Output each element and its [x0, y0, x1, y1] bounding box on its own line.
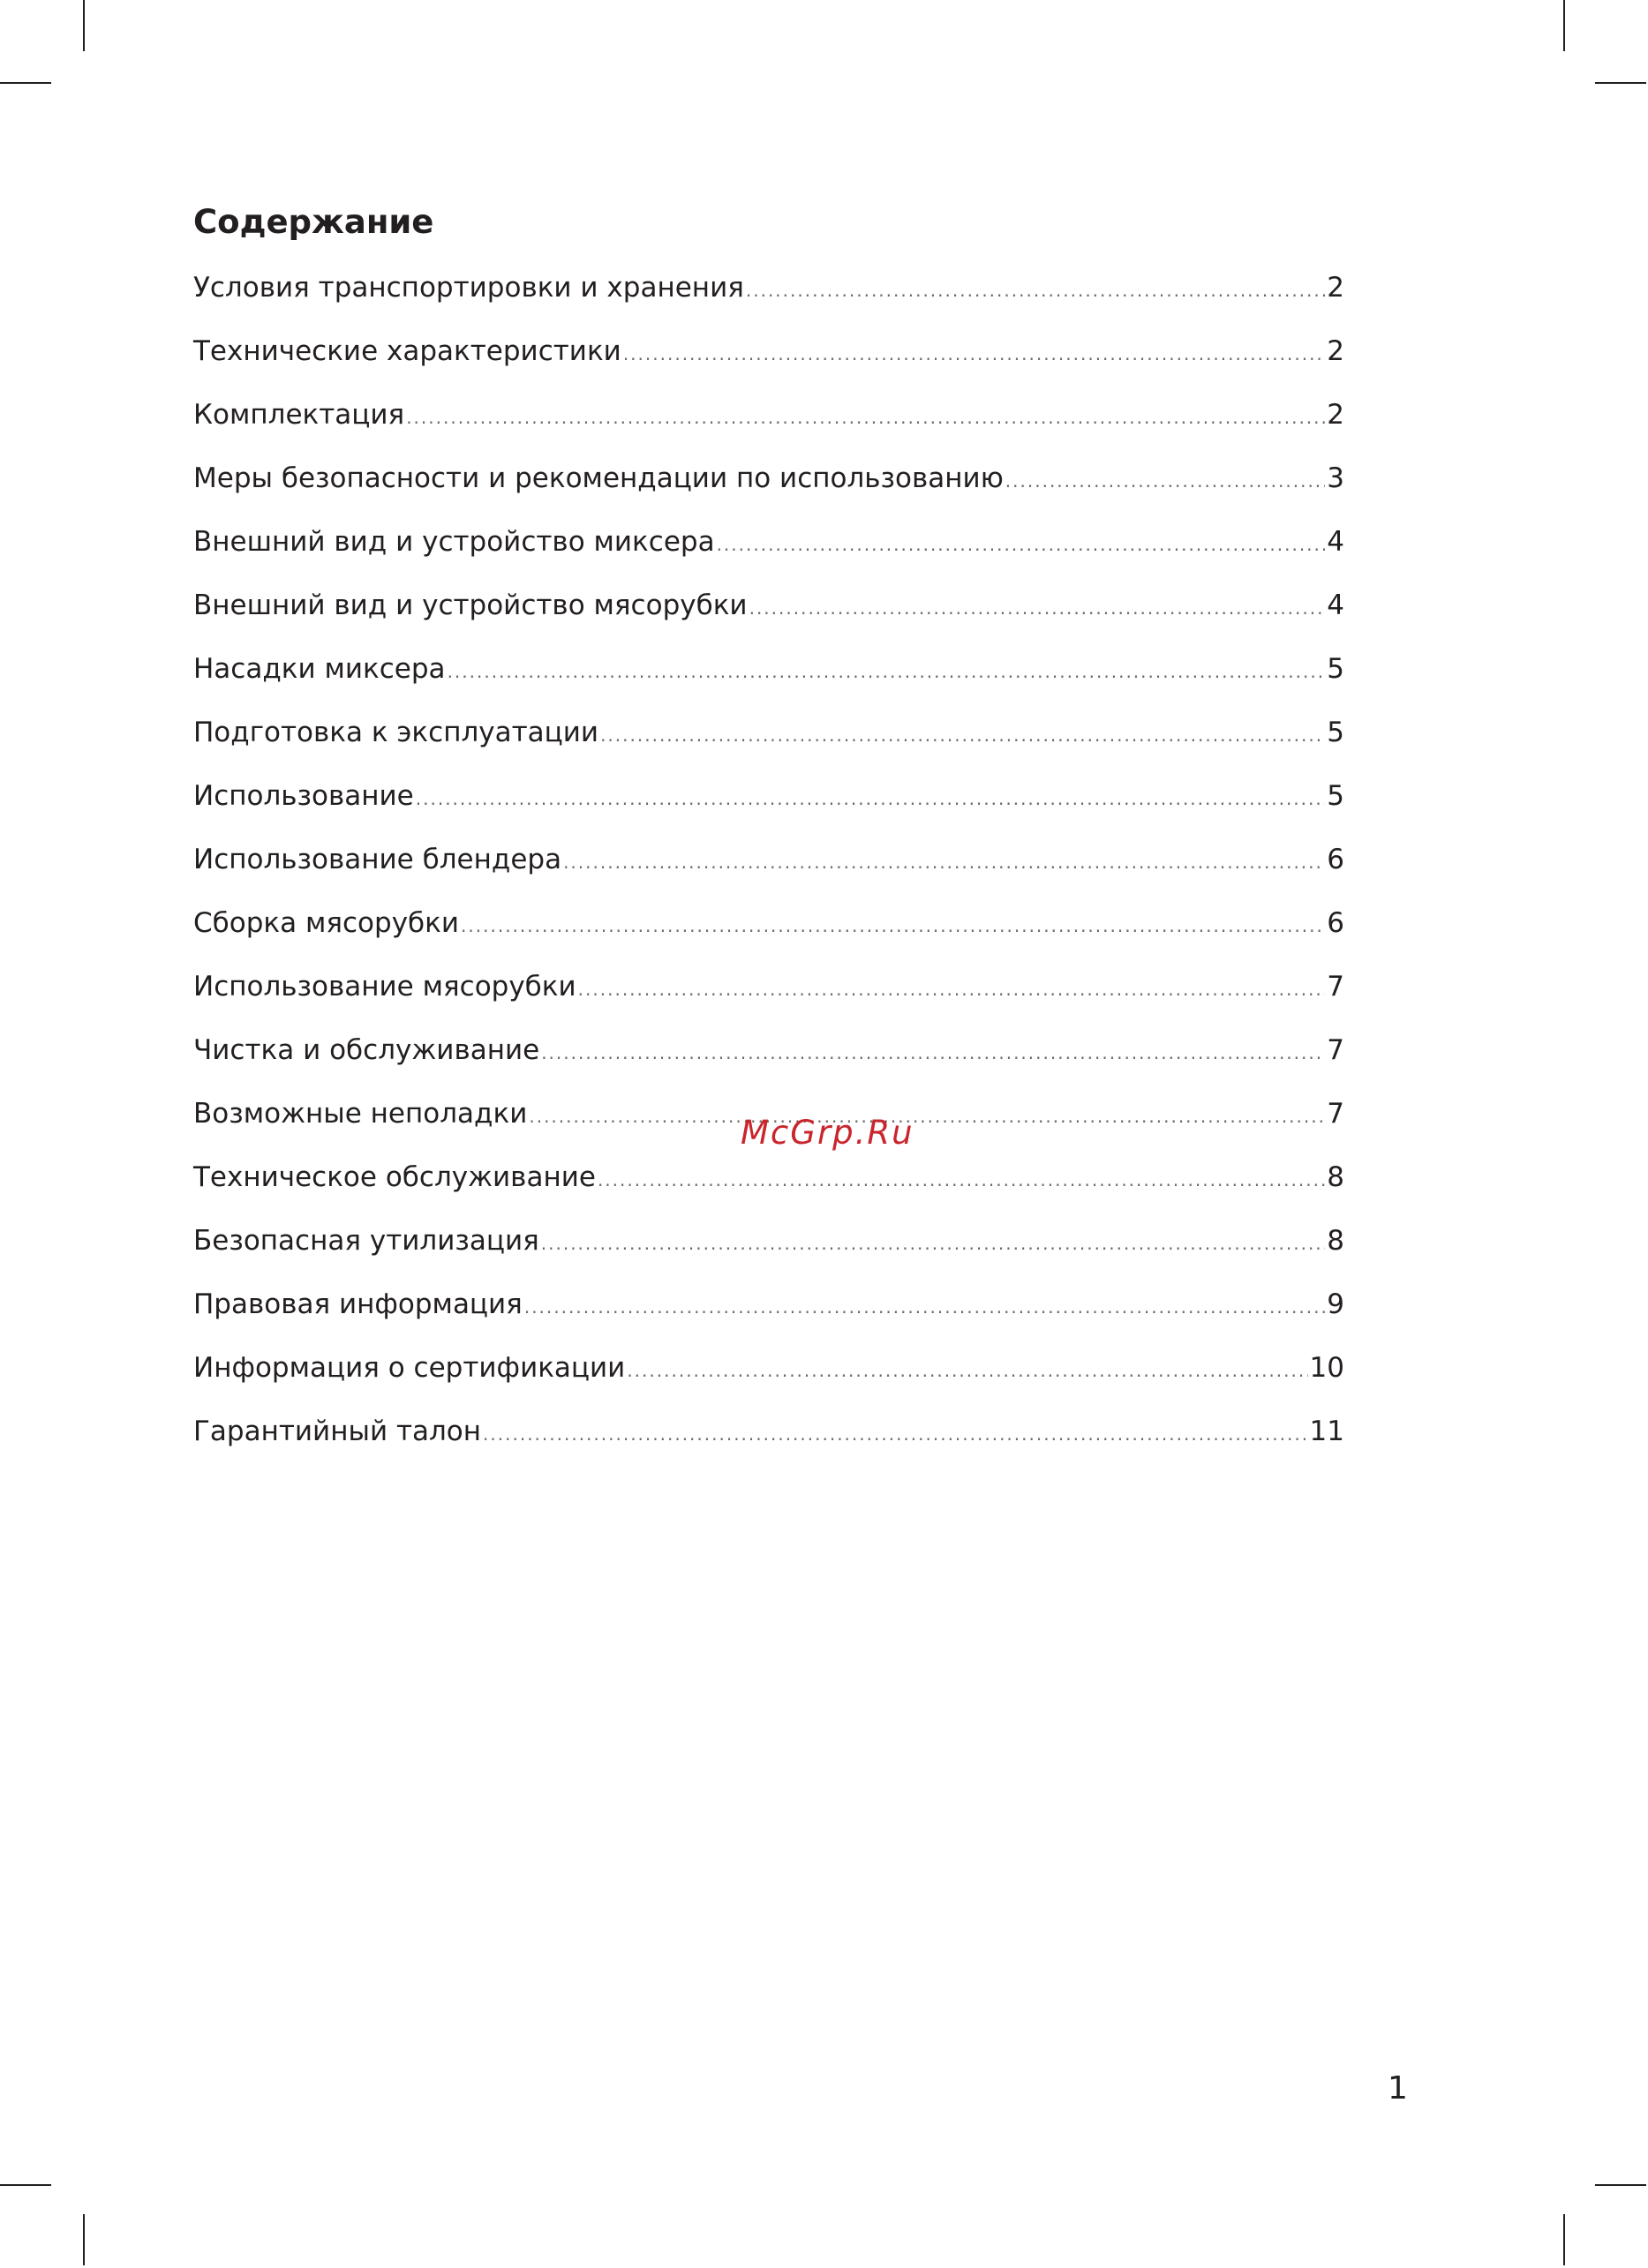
toc-entry-label: Использование блендера	[193, 844, 562, 875]
toc-entry-label: Использование мясорубки	[193, 971, 576, 1003]
toc-entry-label: Правовая информация	[193, 1288, 523, 1320]
toc-entry[interactable]	[193, 1409, 1344, 1473]
toc-entry-page-number: 9	[1327, 1288, 1344, 1320]
toc-dot-leader	[563, 840, 1325, 884]
toc-entry[interactable]	[193, 456, 1344, 520]
toc-entry-label: Комплектация	[193, 399, 405, 431]
toc-entry-page-number: 8	[1327, 1225, 1344, 1257]
toc-entry-label: Меры безопасности и рекомендации по использованию	[193, 462, 1004, 494]
toc-entry-label: Насадки миксера	[193, 653, 446, 685]
table-of-contents	[193, 266, 1344, 1473]
toc-entry-page-number: 3	[1327, 462, 1344, 494]
toc-dot-leader	[406, 395, 1325, 439]
toc-dot-leader	[598, 1158, 1325, 1202]
toc-dot-leader	[600, 713, 1325, 757]
toc-entry[interactable]	[193, 965, 1344, 1028]
toc-dot-leader	[717, 522, 1326, 567]
page-number: 1	[1388, 2070, 1408, 2107]
toc-entry[interactable]	[193, 583, 1344, 647]
toc-dot-leader	[461, 904, 1325, 948]
toc-entry-page-number: 6	[1327, 907, 1344, 939]
toc-entry[interactable]	[193, 1282, 1344, 1346]
toc-entry-page-number: 2	[1327, 399, 1344, 431]
crop-mark-bottom-right-horizontal	[1595, 2184, 1646, 2186]
toc-entry-label: Техническое обслуживание	[193, 1161, 596, 1193]
toc-entry[interactable]	[193, 710, 1344, 774]
crop-mark-bottom-left-horizontal	[0, 2184, 51, 2186]
toc-entry-page-number: 10	[1309, 1352, 1344, 1384]
toc-entry-page-number: 8	[1327, 1161, 1344, 1193]
toc-dot-leader	[416, 777, 1326, 821]
toc-entry-page-number: 7	[1327, 1098, 1344, 1130]
toc-entry-label: Возможные неполадки	[193, 1098, 528, 1130]
toc-entry-label: Условия транспортировки и хранения	[193, 272, 744, 304]
toc-dot-leader	[524, 1285, 1325, 1329]
toc-dot-leader	[578, 967, 1326, 1011]
toc-entry[interactable]	[193, 837, 1344, 901]
toc-entry[interactable]	[193, 1155, 1344, 1219]
toc-entry-page-number: 11	[1309, 1416, 1344, 1447]
toc-entry[interactable]	[193, 329, 1344, 393]
toc-entry-label: Гарантийный талон	[193, 1416, 482, 1447]
toc-entry-page-number: 2	[1327, 335, 1344, 367]
toc-entry-label: Сборка мясорубки	[193, 907, 460, 939]
toc-entry-page-number: 5	[1327, 717, 1344, 748]
crop-mark-top-right-vertical	[1563, 0, 1565, 51]
toc-entry-label: Безопасная утилизация	[193, 1225, 539, 1257]
toc-dot-leader	[627, 1348, 1307, 1393]
toc-dot-leader	[541, 1221, 1326, 1265]
toc-entry-page-number: 7	[1327, 971, 1344, 1003]
toc-entry-page-number: 2	[1327, 272, 1344, 304]
crop-mark-top-left-vertical	[83, 0, 85, 51]
toc-title: Содержание	[193, 203, 434, 241]
toc-entry-page-number: 5	[1327, 780, 1344, 812]
toc-entry-page-number: 4	[1327, 590, 1344, 621]
toc-entry-label: Внешний вид и устройство мясорубки	[193, 590, 748, 621]
toc-entry[interactable]	[193, 266, 1344, 329]
toc-entry[interactable]	[193, 647, 1344, 710]
crop-mark-top-right-horizontal	[1595, 82, 1646, 84]
toc-entry-label: Технические характеристики	[193, 335, 621, 367]
toc-entry-label: Информация о сертификации	[193, 1352, 626, 1384]
toc-entry[interactable]	[193, 393, 1344, 456]
toc-dot-leader	[541, 1031, 1325, 1075]
toc-dot-leader	[623, 332, 1325, 376]
toc-entry-page-number: 5	[1327, 653, 1344, 685]
toc-dot-leader	[448, 650, 1326, 694]
crop-mark-top-left-horizontal	[0, 82, 51, 84]
toc-entry-label: Подготовка к эксплуатации	[193, 717, 599, 748]
toc-entry-page-number: 6	[1327, 844, 1344, 875]
toc-dot-leader	[746, 268, 1325, 312]
toc-entry-label: Чистка и обслуживание	[193, 1034, 540, 1066]
toc-entry[interactable]	[193, 520, 1344, 583]
toc-dot-leader	[483, 1412, 1308, 1456]
watermark: McGrp.Ru	[741, 1114, 914, 1152]
toc-entry-page-number: 7	[1327, 1034, 1344, 1066]
toc-dot-leader	[1005, 459, 1325, 503]
toc-entry[interactable]	[193, 1028, 1344, 1092]
toc-entry-label: Внешний вид и устройство миксера	[193, 526, 715, 558]
toc-entry-page-number: 4	[1327, 526, 1344, 558]
toc-entry[interactable]	[193, 1219, 1344, 1282]
toc-dot-leader	[749, 586, 1326, 630]
toc-entry[interactable]	[193, 901, 1344, 965]
toc-entry[interactable]	[193, 774, 1344, 837]
toc-entry[interactable]	[193, 1346, 1344, 1409]
toc-entry-label: Использование	[193, 780, 414, 812]
toc-dot-leader	[529, 1094, 1325, 1138]
crop-mark-bottom-left-vertical	[83, 2214, 85, 2265]
crop-mark-bottom-right-vertical	[1563, 2214, 1565, 2265]
